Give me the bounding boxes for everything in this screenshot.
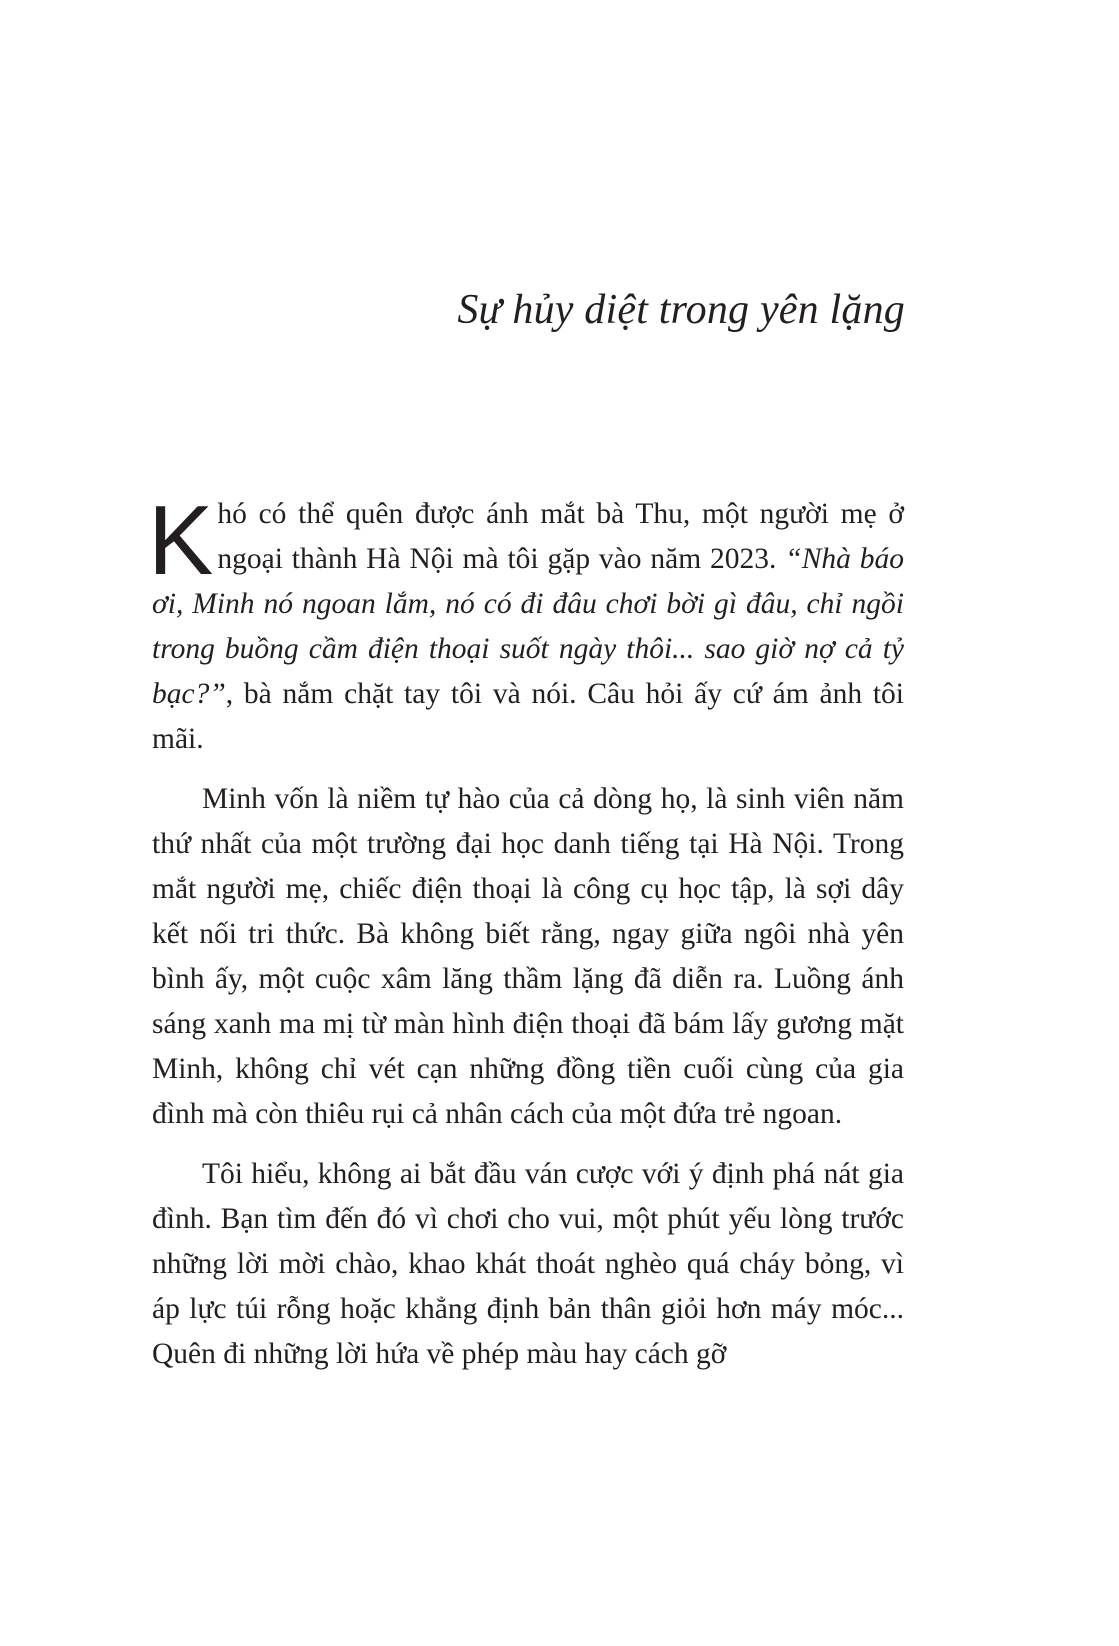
paragraph-1-text-start: hó có thể quên được ánh mắt bà Thu, một người mẹ ở ngoại thành Hà Nội mà tôi gặp vào năm 2023.	[217, 498, 904, 575]
drop-cap: K	[148, 485, 214, 595]
paragraph-2: Minh vốn là niềm tự hào của cả dòng họ, là sinh viên năm thứ nhất của một trường đại học danh tiếng tại Hà Nội. Trong mắt người mẹ, chiếc điện thoại là công cụ học tập, là sợi dây kết nối tri thức. Bà không biết rằng, ngay giữa ngôi nhà yên bình ấy, một cuộc xâm lăng thầm lặng đã diễn ra. Luồng ánh sáng xanh ma mị từ màn hình điện thoại đã bám lấy gương mặt Minh, không chỉ vét cạn những đồng tiền cuối cùng của gia đình mà còn thiêu rụi cả nhân cách của một đứa trẻ ngoan.	[152, 783, 904, 1130]
paragraph-1	[148, 485, 904, 762]
body-text	[148, 485, 904, 1392]
paragraph-3: Tôi hiểu, không ai bắt đầu ván cược với ý định phá nát gia đình. Bạn tìm đến đó vì chơi cho vui, một phút yếu lòng trước những lời mời chào, khao khát thoát nghèo quá cháy bỏng, vì áp lực túi rỗng hoặc khẳng định bản thân giỏi hơn máy móc... Quên đi những lời hứa về phép màu hay cách gỡ	[152, 1158, 904, 1370]
paragraph-1-text-end: , bà nắm chặt tay tôi và nói. Câu hỏi ấy cứ ám ảnh tôi mãi.	[152, 678, 904, 755]
paragraph-1-quote: “Nhà báo ơi, Minh nó ngoan lắm, nó có đi đâu chơi bời gì đâu, chỉ ngồi trong buồng cầm điện thoại suốt ngày thôi... sao giờ nợ cả tỷ bạc?”	[152, 543, 904, 710]
chapter-title: Sự hủy diệt trong yên lặng	[457, 287, 905, 333]
